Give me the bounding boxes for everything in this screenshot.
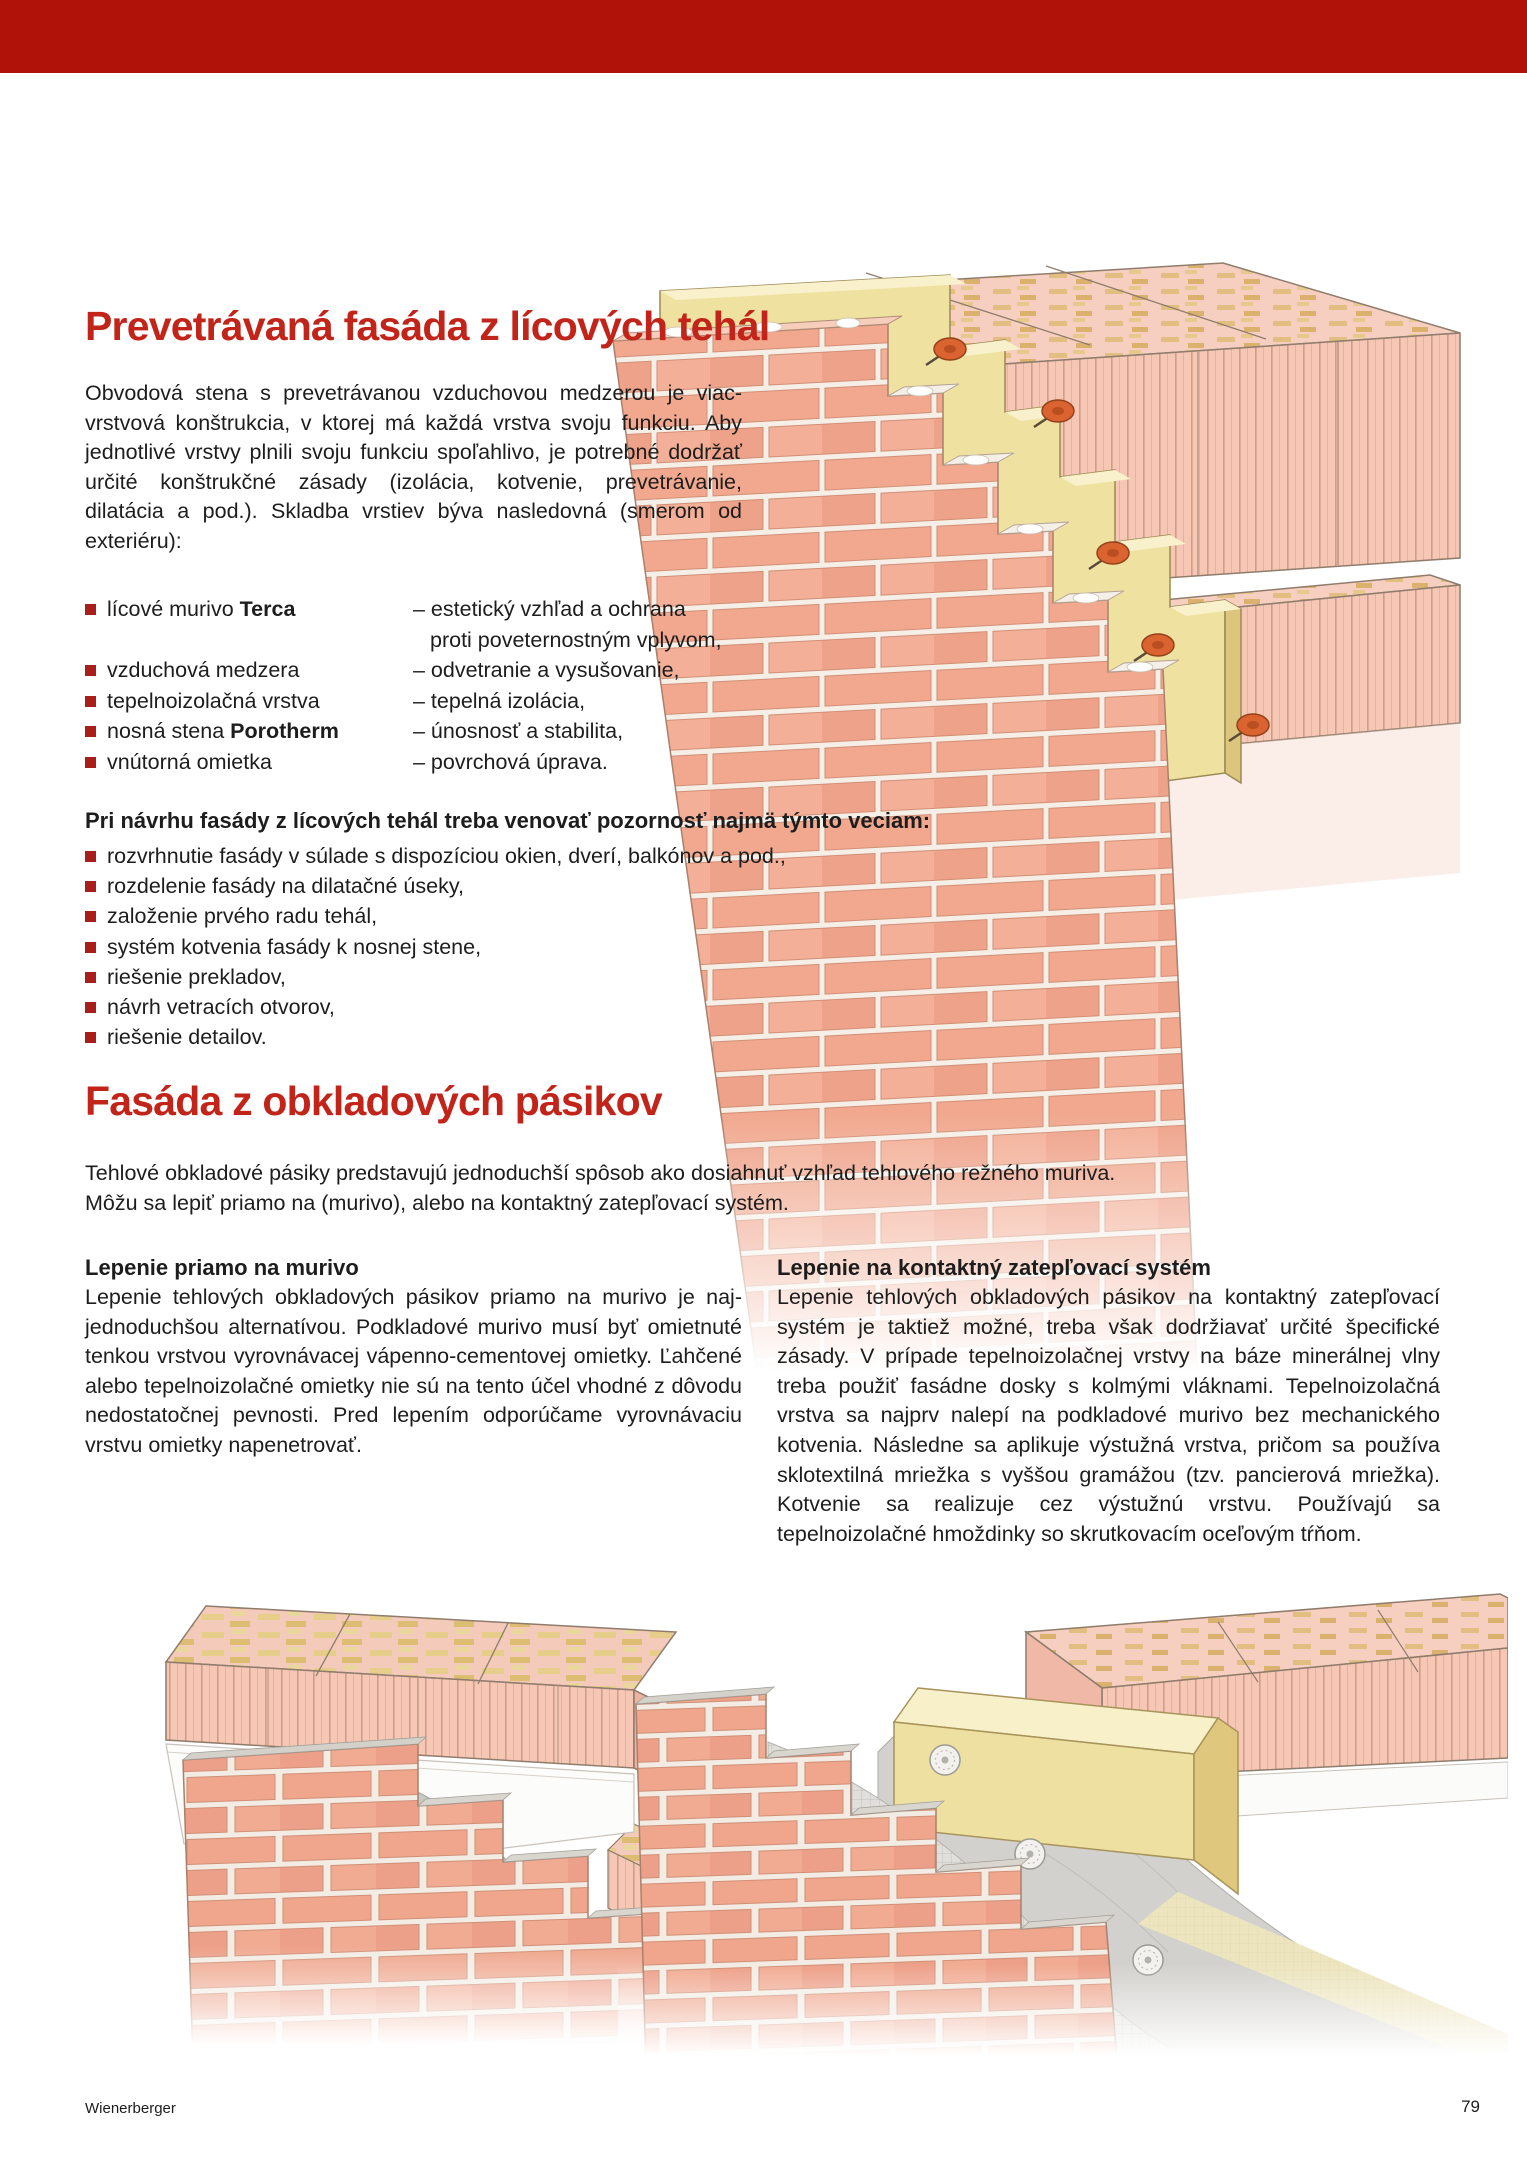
list-item	[85, 716, 765, 747]
bullet-square-icon	[85, 726, 96, 737]
column-etics-gluing	[777, 1253, 1440, 1549]
list-item: riešenie detailov.	[85, 1022, 786, 1052]
list-item: riešenie prekladov,	[85, 962, 786, 992]
checklist	[85, 841, 786, 1052]
layer-desc: – povrchová úprava.	[413, 749, 608, 774]
layer-name: nosná stena Porotherm	[107, 719, 339, 743]
bullet-square-icon	[85, 696, 96, 707]
top-red-bar	[0, 0, 1527, 73]
bullet-square-icon	[85, 942, 96, 953]
bullet-square-icon	[85, 851, 96, 862]
footer-brand: Wienerberger	[85, 2100, 176, 2117]
list-item	[85, 655, 765, 686]
checklist-heading: Pri návrhu fasády z lícových tehál treba venovať pozornosť najmä týmto veciam:	[85, 808, 931, 833]
list-item: systém kotvenia fasády k nosnej stene,	[85, 932, 786, 962]
layer-name: tepelnoizolačná vrstva	[107, 688, 320, 713]
list-item	[85, 686, 765, 717]
column-direct-gluing	[85, 1253, 742, 1549]
page-number: 79	[1461, 2097, 1480, 2116]
section2-title: Fasáda z obkladových pásikov	[85, 1078, 662, 1124]
bullet-square-icon	[85, 665, 96, 676]
list-item	[85, 594, 765, 655]
bullet-square-icon	[85, 911, 96, 922]
bullet-square-icon	[85, 1032, 96, 1043]
list-item	[85, 747, 765, 778]
column-heading: Lepenie priamo na murivo	[85, 1255, 359, 1280]
column-heading: Lepenie na kontaktný zatepľovací systém	[777, 1255, 1211, 1280]
layer-desc: – estetický vzhľad a ochrana proti poveternostným vplyvom,	[413, 597, 722, 652]
bullet-square-icon	[85, 881, 96, 892]
layer-name: vzduchová medzera	[107, 658, 300, 682]
bullet-square-icon	[85, 604, 96, 615]
layer-name: lícové murivo Terca	[107, 597, 296, 621]
section2-intro: Tehlové obkladové pásiky predstavujú jednoduchší spôsob ako dosiahnuť vzhľad tehlového režného muriva. Môžu sa lepiť priamo na (murivo), alebo na kontaktný zatepľovací systém.	[85, 1161, 1116, 1216]
list-item: založenie prvého radu tehál,	[85, 901, 786, 931]
layer-desc: – tepelná izolácia,	[413, 688, 586, 713]
brick-slips-on-etics-illustration	[618, 1592, 1508, 2072]
section1-intro: Obvodová stena s prevetrávanou vzduchovou medzerou je viacvrstvová konštrukcia, v ktorej má každá vrstva svoju funkciu. Aby jednotlivé vrstvy plnili svoju funkciu spoľahlivo, je potrebné dodržať určité konštrukčné zásady (izolácia, kotvenie, prevetrávanie, dilatácia a pod.). Skladba vrstiev býva nasledovná (smerom od exteriéru):	[85, 381, 742, 553]
layer-list	[85, 594, 765, 777]
two-column-section	[85, 1253, 1440, 1549]
list-item: návrh vetracích otvorov,	[85, 992, 786, 1022]
layer-name: vnútorná omietka	[107, 749, 272, 774]
list-item: rozvrhnutie fasády v súlade s dispozíciou okien, dverí, balkónov a pod.,	[85, 841, 786, 871]
section1-title: Prevetrávaná fasáda z lícových tehál	[85, 303, 770, 349]
list-item: rozdelenie fasády na dilatačné úseky,	[85, 871, 786, 901]
layer-desc: – odvetranie a vysušovanie,	[413, 658, 680, 682]
column-body: Lepenie tehlových obkladových pásikov priamo na murivo je najjednoduchšou alternatívou. Podkladové murivo musí byť omietnuté tenkou vrstvou vyrovnávacej vápenno-cementovej omietky. Ľahčené alebo tepelnoizolačné omietky nie sú na tento účel vhodné z dôvodu nedostatočnej pevnosti. Pred lepením odporúčame vyrovnávaciu vrstvu omietky napenetrovať.	[85, 1285, 742, 1457]
column-body: Lepenie tehlových obkladových pásikov na kontaktný zatepľovací systém je taktiež možné, treba však dodržiavať určité špecifické zásady. V prípade tepelnoizolačnej vrstvy na báze minerálnej vlny treba použiť fasádne dosky s kolmými vláknami. Tepelnoizolačná vrstva sa najprv nalepí na podkladové murivo bez mechanického kotvenia. Následne sa aplikuje výstužná vrstva, pričom sa používa sklotextilná mriežka s vyššou gramážou (tzv. pancierová mriežka). Kotvenie sa realizuje cez výstužnú vrstvu. Používajú sa tepelnoizolačné hmoždinky so skrutkovacím oceľovým tŕňom.	[777, 1285, 1440, 1546]
layer-desc: – únosnosť a stabilita,	[413, 719, 624, 743]
bullet-square-icon	[85, 1002, 96, 1013]
bullet-square-icon	[85, 972, 96, 983]
bullet-square-icon	[85, 757, 96, 768]
